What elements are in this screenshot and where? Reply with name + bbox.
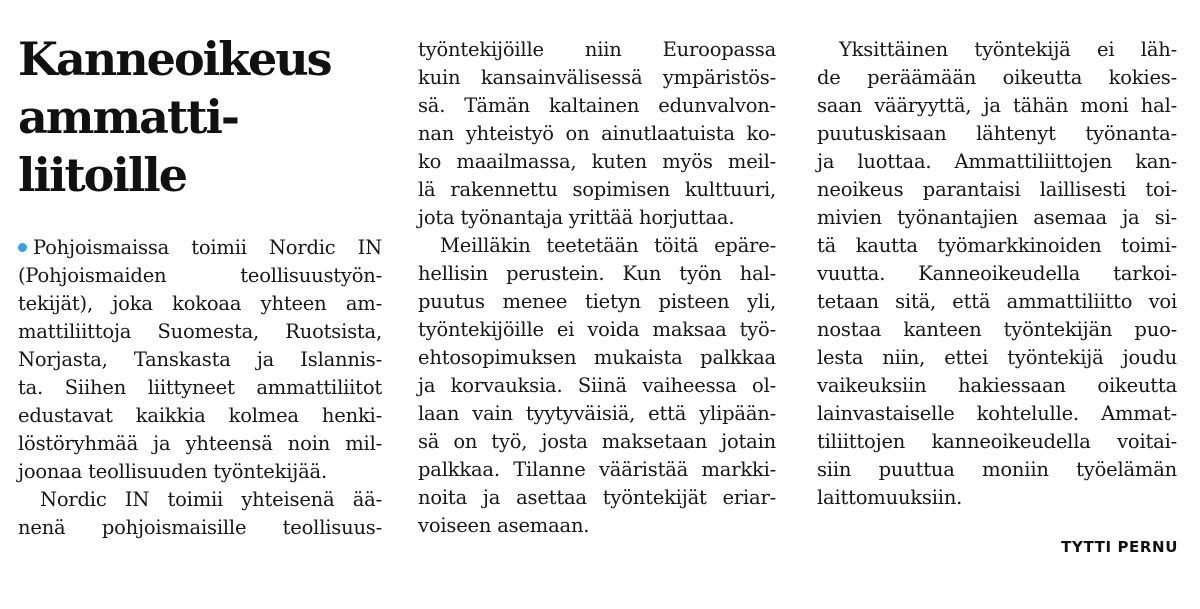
- text-line: Yksittäinen työntekijä ei läh-: [839, 38, 1177, 61]
- text-line: tiliittojen kanneoikeudella voitai-: [817, 430, 1177, 453]
- headline: [18, 30, 382, 204]
- text-line: löstöryhmää ja yhteensä noin mil-: [18, 432, 382, 455]
- text-line: (Pohjoismaiden teollisuustyön-: [18, 264, 382, 287]
- text-line: kuin kansainvälisessä ympäristös-: [418, 66, 776, 89]
- text-line: Nordic IN toimii yhteisenä ää-: [40, 488, 382, 511]
- paragraph: [418, 232, 776, 540]
- text-line: Meilläkin teetetään töitä epäre-: [440, 234, 776, 257]
- text-line: tetaan sitä, että ammattiliitto voi: [817, 290, 1177, 313]
- text-line: mivien työnantajien asemaa ja si-: [817, 206, 1177, 229]
- text-line: ja luottaa. Ammattiliittojen kan-: [817, 150, 1177, 173]
- text-line: nostaa kanteen työntekijän puo-: [817, 318, 1177, 341]
- paragraph: [817, 36, 1177, 512]
- paragraph: [418, 36, 776, 232]
- article-column-2: [418, 36, 776, 540]
- headline-line: liitoille: [18, 148, 187, 202]
- byline: TYTTI PERNU: [1061, 538, 1178, 556]
- headline-line: ammatti-: [18, 90, 239, 144]
- text-line: joonaa teollisuuden työntekijää.: [18, 460, 327, 483]
- text-line: voiseen asemaan.: [418, 514, 590, 537]
- text-line: työntekijöille ei voida maksaa työ-: [418, 318, 776, 341]
- text-line: sä. Tämän kaltainen edunvalvon-: [418, 94, 776, 117]
- text-line: ja korvauksia. Siinä vaiheessa ol-: [418, 374, 776, 397]
- text-line: noita ja asettaa työntekijät eriar-: [418, 486, 776, 509]
- text-line: tä kautta työmarkkinoiden toimi-: [817, 234, 1177, 257]
- text-line: lä rakennettu sopimisen kulttuuri,: [418, 178, 776, 201]
- text-line: mattiliittoja Suomesta, Ruotsista,: [18, 320, 382, 343]
- bullet-dot-icon: [18, 243, 27, 252]
- text-line: ehtosopimuksen mukaista palkkaa: [418, 346, 776, 369]
- paragraph: [18, 486, 382, 542]
- text-line: lainvastaiselle kohtelulle. Ammat-: [817, 402, 1177, 425]
- text-line: laan vain tyytyväisiä, että ylipään-: [418, 402, 776, 425]
- text-line: edustavat kaikkia kolmea henki-: [18, 404, 382, 427]
- text-line: laittomuuksiin.: [817, 486, 963, 509]
- text-line: nan yhteistyö on ainutlaatuista ko-: [418, 122, 776, 145]
- text-line: puutus menee tietyn pisteen yli,: [418, 290, 776, 313]
- text-line: sä on työ, josta maksetaan jotain: [418, 430, 776, 453]
- text-line: palkkaa. Tilanne vääristää markki-: [418, 458, 776, 481]
- text-line: saan vääryyttä, ja tähän moni hal-: [817, 94, 1177, 117]
- article-column-3: [817, 36, 1177, 512]
- text-line: hellisin perustein. Kun työn hal-: [418, 262, 776, 285]
- article-column-1: [18, 234, 382, 542]
- text-line: Norjasta, Tanskasta ja Islannis-: [18, 348, 382, 371]
- text-line: puutuskisaan lähtenyt työnanta-: [817, 122, 1177, 145]
- text-line: jota työnantaja yrittää horjuttaa.: [418, 206, 735, 229]
- text-line: tekijät), joka kokoaa yhteen am-: [18, 292, 382, 315]
- text-line: ta. Siihen liittyneet ammattiliitot: [18, 376, 382, 399]
- headline-line: Kanneoikeus: [18, 32, 331, 86]
- text-line-content: Pohjoismaissa toimii Nordic IN: [33, 236, 382, 259]
- text-line: neoikeus parantaisi laillisesti toi-: [817, 178, 1177, 201]
- text-line: de peräämään oikeutta kokies-: [817, 66, 1177, 89]
- paragraph: [18, 234, 382, 486]
- text-line: työntekijöille niin Euroopassa: [418, 38, 776, 61]
- text-line: lesta niin, ettei työntekijä joudu: [817, 346, 1177, 369]
- text-line: [18, 234, 382, 262]
- text-line: ko maailmassa, kuten myös meil-: [418, 150, 776, 173]
- text-line: nenä pohjoismaisille teollisuus-: [18, 516, 382, 539]
- text-line: vaikeuksiin hakiessaan oikeutta: [817, 374, 1177, 397]
- text-line: siin puuttua moniin työelämän: [817, 458, 1177, 481]
- text-line: vuutta. Kanneoikeudella tarkoi-: [817, 262, 1177, 285]
